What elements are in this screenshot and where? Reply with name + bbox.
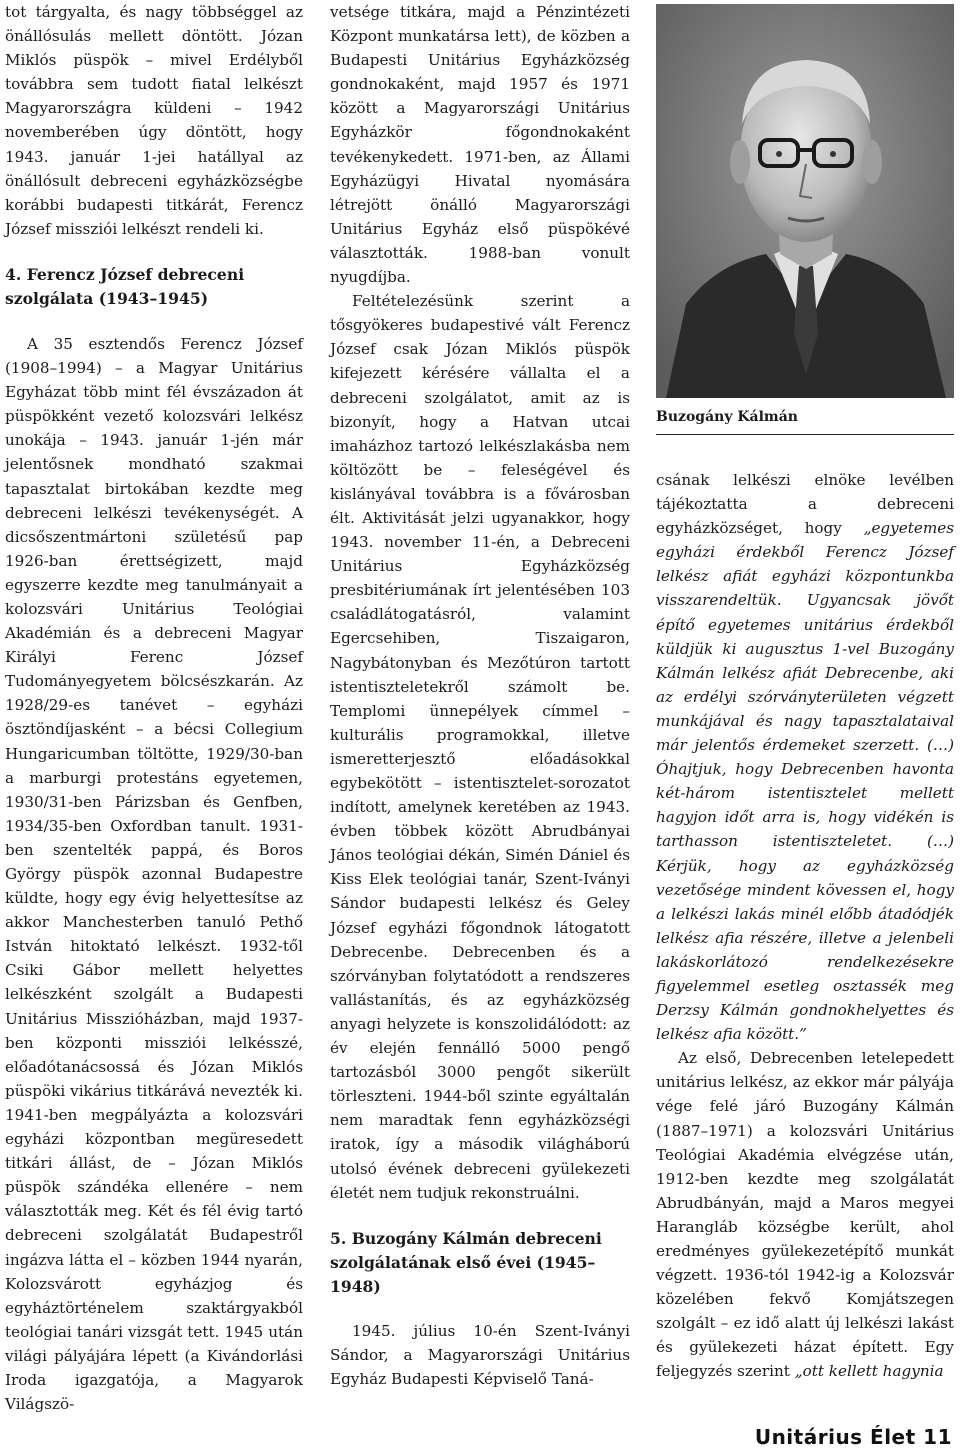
section-heading-4: 4. Ferencz József debreceni szolgálata (1943–1945) <box>5 264 245 308</box>
paragraph-text: csának lelkészi elnöke levélben tájékoztatta a debreceni egyházközséget, hogy <box>656 471 954 538</box>
section-heading-5: 5. Buzogány Kálmán debreceni szolgálatának első évei (1945–1948) <box>330 1228 602 1296</box>
page-number: 11 <box>923 1425 952 1449</box>
magazine-title: Unitárius Élet <box>754 1425 916 1449</box>
paragraph <box>656 468 954 1046</box>
quotation: „ott kellett hagynia <box>794 1362 944 1381</box>
text-column-1 <box>5 0 303 1416</box>
portrait-photo <box>656 4 954 398</box>
photo-caption: Buzogány Kálmán <box>656 409 798 425</box>
paragraph: 1945. július 10-én Szent-Iványi Sándor, a Magyarországi Unitárius Egyház Budapesti Képviselő Taná- <box>330 1321 630 1388</box>
paragraph: A 35 esztendős Ferencz József (1908–1994) – a Magyar Unitárius Egyházat több mint fél évszázadon át püspökként vezető kolozsvári lelkész unokája – 1943. január 1-jén már jelentősnek mondható szakmai tapasztalat birtokában kezdte meg debreceni lelkészi tevékenységét. A dicsőszentmártoni születésű pap 1926-ban érettségizett, majd egyszerre kezdte meg tanulmányait a kolozsvári Unitárius Teológiai Akadémián és a debreceni Magyar Királyi Ferenc József Tudományegyetem bölcsészkarán. Az 1928/29-es tanévet – egyházi ösztöndíjasként – a bécsi Collegium Hungaricumban töltötte, 1929/30-ban a marburgi protestáns egyetemen, 1930/31-ben Párizsban és Genfben, 1934/35-ben Oxfordban tanult. 1931-ben szentelték pappá, és Boros György püspök azonnal Budapestre küldte, hogy egy évig helyettesítse az akkor Manchesterben tanuló Pethő István hitoktató lelkészt. 1932-től Csiki Gábor mellett helyettes lelkészként szolgált a Budapesti Unitárius Misszióházban, majd 1937-ben központi missziói lelkésszé, előadótanácsossá és Józan Miklós püspöki vikárius titkárává nevezték ki. 1941-ben megpályázta a kolozsvári egyházi központban megüresedett titkári állást, de – Józan Miklós püspök szándéka ellenére – nem választották meg. Két és fél évig tartó debreceni szolgálatát Budapestről ingázva látta el – közben 1944 nyarán, Kolozsvárott egyházjog és egyháztörténelem szaktárgyakból teológiai tanári vizsgát tett. 1945 után világi pályájára lépett (a Kivándorlási Iroda igazgatója, a Magyarok Világszö- <box>5 334 303 1414</box>
caption-divider <box>656 434 954 435</box>
paragraph-text: Az első, Debrecenben letelepedett unitárius lelkész, az ekkor már pályája vége felé járó Buzogány Kálmán (1887–1971) a kolozsvári Unitárius Teológiai Akadémia elvégzése után, 1912-ben kezdte meg szolgálatát Abrudbányán, majd a Maros megyei Harangláb községbe került, ahol eredményes gyülekezetépítő munkát végzett. 1936-tól 1942-ig a Kolozsvár közelében fekvő Komjátszegen szolgált – ez idő alatt új lelkészi lakást és gyülekezeti házat épített. Egy feljegyzés szerint <box>656 1049 954 1381</box>
paragraph: tot tárgyalta, és nagy többséggel az önállósulás mellett döntött. Józan Miklós püspök – mivel Erdélyből továbbra sem tudott fiatal lelkészt Magyarországra küldeni – 1942 novemberében úgy döntött, hogy 1943. január 1-jei hatállyal az önállósult debreceni egyházközségbe korábbi budapesti titkárát, Ferencz József missziói lelkészt rendeli ki. <box>5 3 303 238</box>
paragraph: vetsége titkára, majd a Pénzintézeti Központ munkatársa lett), de közben a Budapesti Unitárius Egyházközség gondnokaként, majd 1957 és 1971 között a Magyarországi Unitárius Egyházkör főgondnokaként tevékenykedett. 1971-ben, az Állami Egyházügyi Hivatal nyomására létrejött önálló Magyarországi Unitárius Egyház első püspökévé választották. 1988-ban vonult nyugdíjba. <box>330 3 630 287</box>
portrait-image <box>656 4 954 398</box>
page-footer <box>755 1425 952 1449</box>
paragraph: Feltételezésünk szerint a tősgyökeres budapestivé vált Ferencz József csak Józan Miklós püspök kifejezett kérésére vállalta el a debreceni szolgálatot, amit az is bizonyít, hogy a Hatvan utcai imaházhoz tartozó lelkészlakásba nem költözött be – feleségével és kislányával továbbra is a fővárosban élt. Aktivitását jelzi ugyanakkor, hogy 1943. november 11-én, a Debreceni Unitárius Egyházközség presbitériumának írt jelentésében 103 családlátogatásról, valamint Egercsehiben, Tiszaigaron, Nagybátonyban és Mezőtúron tartott istentiszteletekről számolt be. Templomi ünnepélyek címmel – kulturális programokkal, illetve ismeretterjesztő előadásokkal egybekötött – istentisztelet-sorozatot indított, amelynek keretében az 1943. évben többek között Abrudbányai János teológiai dékán, Simén Dániel és Kiss Elek teológiai tanár, Szent-Iványi Sándor budapesti lelkész és Geley József egyházi főgondnok látogatott Debrecenbe. Debrecenben és a szórványban folytatódott a rendszeres vallástanítás, és az egyházközség anyagi helyzete is konszolidálódott: az év elején fennálló 5000 pengő tartozásból 3000 pengőt sikerült törleszteni. 1944-ből szinte egyáltalán nem maradtak fenn egyházközségi iratok, így a második világháború utolsó évének debreceni gyülekezeti életét nem tudjuk rekonstruálni. <box>330 292 630 1202</box>
quotation: „egyetemes egyházi érdekből Ferencz József lelkész afiát egyházi központunkba visszarendeltük. Ugyancsak jövőt építő egyetemes unitárius érdekből küldjük ki augusztus 1-vel Buzogány Kálmán lelkész afiát Debrecenbe, aki az erdélyi szórványterületen végzett munkájával és nagy tapasztalataival már jelentős érdemeket szerzett. (…) Óhajtjuk, hogy Debrecenben havonta két-három istentisztelet mellett hagyjon időt arra is, hogy vidékén is tarthasson istentiszteletet. (…) Kérjük, hogy az egyházközség vezetősége mindent kövessen el, hogy a lelkészi lakás minél előbb átadódjék lelkész afia részére, illetve a jelenbeli lakáskorlátozó rendelkezésekre figyelemmel esetleg osztassék meg Derzsy Kálmán gondnokhelyettes és lelkész afia között.” <box>656 519 954 1044</box>
text-column-2 <box>330 0 630 1391</box>
paragraph <box>656 1046 954 1383</box>
text-column-3 <box>656 468 954 1384</box>
